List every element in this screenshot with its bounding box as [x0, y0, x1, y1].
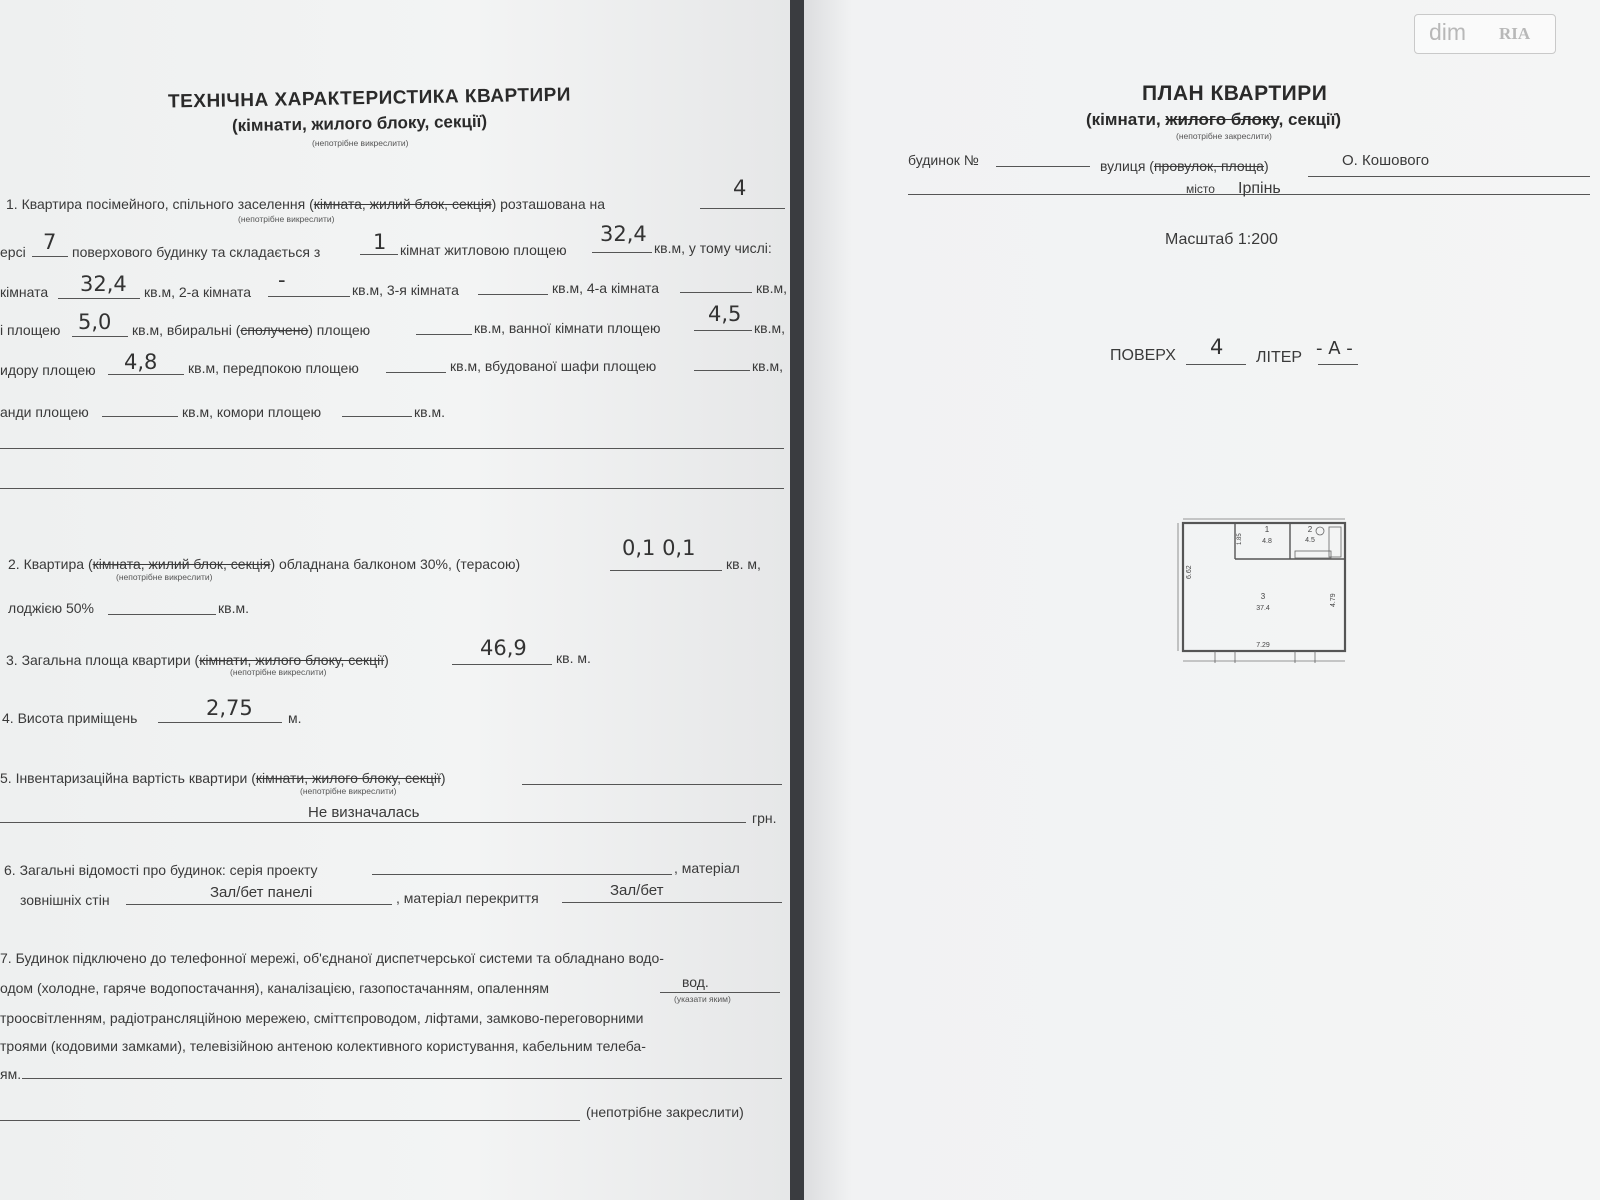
s5-line: 5. Інвентаризаційна вартість квартири (кімнати, жилого блоку, секції): [0, 770, 446, 786]
living-area: 32,4: [600, 222, 647, 246]
floor-plan-drawing: [1175, 515, 1355, 675]
room2-number: 2: [1307, 525, 1313, 534]
floor-plan: [1175, 515, 1355, 675]
s2-line1: 2. Квартира (кімната, жилий блок, секція) обладнана балконом 30%, (терасою): [8, 556, 521, 572]
inventory-value: Не визначалась: [308, 804, 420, 821]
room1-plan-area: 4.8: [1262, 538, 1272, 545]
tech-title: ТЕХНІЧНА ХАРАКТЕРИСТИКА КВАРТИРИ: [167, 84, 572, 113]
room1-area: 32,4: [80, 272, 127, 296]
kitchen-area: 5,0: [78, 310, 112, 334]
room3-number: 3: [1260, 592, 1266, 601]
s1-line4: кв.м, вбиральні (сполучено) площею: [132, 322, 371, 338]
balcony-value: 0,1 0,1: [622, 536, 696, 560]
dim-bottom: 7.29: [1256, 642, 1270, 649]
street-value: О. Кошового: [1342, 152, 1430, 169]
total-area: 46,9: [480, 636, 527, 660]
dim-height: 6.62: [1186, 565, 1193, 579]
plan-subtitle: (кімнати, жилого блоку, секції): [1086, 110, 1342, 129]
floor-value: 4: [733, 176, 747, 200]
letter-value: - А -: [1316, 338, 1353, 359]
s1-line1: 1. Квартира посімейного, спільного заселення (кімната, жилий блок, секція) розташована на: [6, 196, 606, 212]
room2-plan-area: 4.5: [1305, 537, 1315, 544]
s3-line: 3. Загальна площа квартири (кімнати, жилого блоку, секції): [6, 652, 389, 668]
scale: Масштаб 1:200: [1165, 231, 1278, 248]
rooms-count: 1: [373, 230, 387, 254]
dim-small: 1.85: [1237, 533, 1243, 545]
street-label: вулиця (провулок, площа): [1100, 158, 1269, 174]
plan-title: ПЛАН КВАРТИРИ: [1142, 82, 1328, 105]
bath-area: 4,5: [708, 302, 742, 326]
watermark-dim: dim: [1429, 19, 1467, 45]
heating-type: вод.: [682, 974, 709, 990]
ceiling-height: 2,75: [206, 696, 253, 720]
room1-number: 1: [1264, 525, 1270, 534]
floors-total: 7: [43, 230, 57, 254]
room3-plan-area: 37.4: [1256, 605, 1270, 612]
book-spine: [790, 0, 804, 1200]
plan-floor-value: 4: [1210, 335, 1224, 359]
dimria-watermark: [1414, 14, 1556, 54]
watermark-ria: RIA: [1499, 24, 1531, 43]
room2-area: -: [278, 268, 286, 292]
left-page: ТЕХНІЧНА ХАРАКТЕРИСТИКА КВАРТИРИ (кімнати, жилого блоку, секції) (непотрібне викреслити) 1. Квартира посімейного, спільного заселення (кімната, жилий блок, секція) розташована на 4 (непотрібне викреслити) ерсі 7 поверхового будинку та складається з 1 кімнат житловою площею 32,4 кв.м, у тому числі: кімната 32,4 кв.м, 2-а кімната - кв.м, 3-я кімната кв.м, 4-а кімната кв.м, і площею 5,0 кв.м, вбиральні (сполучено) площею кв.м, ванної кімнати площею 4,5 кв.м, идору площею 4,8 кв.м, передпокою площею кв.м, вбудованої шафи площею кв.м, анди площею кв.м, комори площею кв.м. 2. Квартира (кімната, жилий блок, секція) обладнана балконом 30%, (терасою) 0,1 0,1 кв. м, (непотрібне викреслити) лоджією 50% кв.м. 3. Загальна площа квартири (кімнати, жилого блоку, секції) 46,9 кв. м. (непотрібне викреслити) 4. Висота приміщень 2,75 м. 5. Інвентаризаційна вартість квартири (кімнати, жилого блоку, секції) (непотрібне викреслити) Не визначалась грн. 6. Загальні відомості про будинок: серія проекту , матеріал зовнішніх стін Зал/бет панелі , матеріал перекриття Зал/бет 7. Будинок підключено до телефонної мережі, об'єднаної диспетчерської системи та обладнано водо- одом (холодне, гаряче водопостачання), каналізацією, газопостачанням, опаленням вод. (указати яким) троосвітленням, радіотрансляційною мережею, сміттєпроводом, ліфтами, замково-переговорними троями (кодовими замками), телевізійною антеною колективного користування, кабельним телеба- ям. (непотрібне закреслити): [0, 0, 790, 1200]
walls-material: Зал/бет панелі: [210, 884, 313, 901]
tech-note: (непотрібне викреслити): [312, 138, 409, 148]
city-value: Ірпінь: [1238, 180, 1281, 197]
tech-subtitle: (кімнати, жилого блоку, секції): [231, 111, 488, 136]
floor-material: Зал/бет: [610, 882, 664, 899]
corridor-area: 4,8: [124, 350, 158, 374]
dim-right: 4.79: [1330, 593, 1337, 607]
